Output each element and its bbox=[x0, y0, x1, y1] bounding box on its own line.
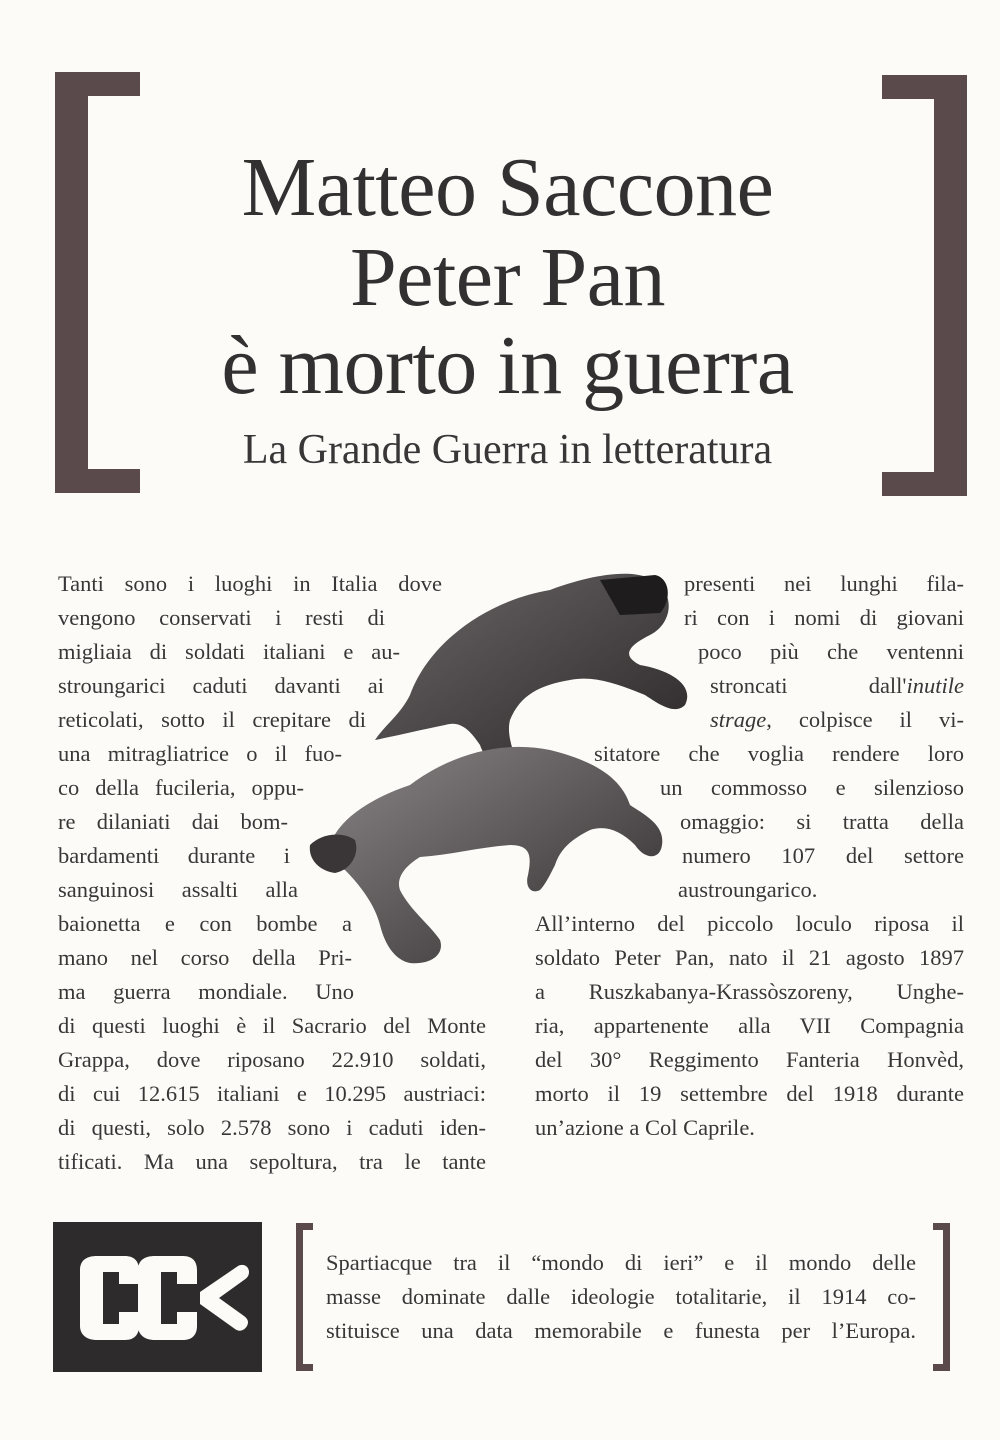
body-line-with-italic bbox=[710, 703, 964, 737]
body-line: sitatore che voglia rendere loro bbox=[594, 741, 964, 766]
body-line: baionetta e con bombe a bbox=[58, 911, 352, 936]
body-line: del 30° Reggimento Fanteria Honvèd, bbox=[535, 1047, 964, 1072]
blurb-left-bracket-top-arm bbox=[296, 1223, 313, 1230]
body-line: vengono conservati i resti di bbox=[58, 605, 385, 630]
body-line: morto il 19 settembre del 1918 durante bbox=[535, 1081, 964, 1106]
blurb-right-bracket-top-arm bbox=[933, 1223, 950, 1230]
title-block bbox=[140, 0, 875, 500]
right-bracket-top-arm bbox=[882, 75, 967, 99]
book-title-line-2: è morto in guerra bbox=[221, 319, 794, 412]
blurb-right-bracket-bar bbox=[943, 1223, 950, 1371]
body-line: reticolati, sotto il crepitare di bbox=[58, 707, 366, 732]
right-bracket-bar bbox=[934, 75, 967, 496]
body-text: , colpisce il vi- bbox=[766, 707, 964, 732]
publisher-logo-icon bbox=[53, 1222, 262, 1372]
body-line: migliaia di soldati italiani e au- bbox=[58, 639, 400, 664]
body-line: numero 107 del settore bbox=[682, 843, 964, 868]
body-line: Grappa, dove riposano 22.910 soldati, bbox=[58, 1047, 486, 1072]
body-line: stroungarici caduti davanti ai bbox=[58, 673, 384, 698]
body-line: a Ruszkabanya-Krassòszoreny, Unghe- bbox=[535, 979, 964, 1004]
blurb-line: Spartiacque tra il “mondo di ieri” e il mondo delle bbox=[326, 1250, 916, 1275]
italic-phrase: strage bbox=[710, 707, 767, 732]
book-title-line-1: Peter Pan bbox=[349, 231, 666, 324]
blurb-left-bracket-bar bbox=[296, 1223, 303, 1371]
body-line: Tanti sono i luoghi in Italia dove bbox=[58, 571, 442, 596]
body-line: ri con i nomi di giovani bbox=[684, 605, 964, 630]
publisher-logo bbox=[53, 1222, 262, 1372]
body-line: omaggio: si tratta della bbox=[680, 809, 964, 834]
body-line: soldato Peter Pan, nato il 21 agosto 1897 bbox=[535, 945, 964, 970]
body-line: co della fucileria, oppu- bbox=[58, 775, 304, 800]
left-bracket-bar bbox=[55, 72, 88, 493]
blurb-right-bracket-bottom-arm bbox=[933, 1364, 950, 1371]
body-line: sanguinosi assalti alla bbox=[58, 877, 298, 902]
body-line: bardamenti durante i bbox=[58, 843, 290, 868]
blurb-left-bracket-bottom-arm bbox=[296, 1364, 313, 1371]
blurb-line: masse dominate dalle ideologie totalitarie, il 1914 co- bbox=[326, 1284, 916, 1309]
book-subtitle: La Grande Guerra in letteratura bbox=[242, 427, 773, 473]
left-bracket-top-arm bbox=[55, 72, 140, 96]
body-line: di questi, solo 2.578 sono i caduti iden- bbox=[58, 1115, 486, 1140]
body-line: ria, appartenente alla VII Compagnia bbox=[535, 1013, 964, 1038]
body-line: di questi luoghi è il Sacrario del Monte bbox=[58, 1013, 486, 1038]
body-line: tificati. Ma una sepoltura, tra le tante bbox=[58, 1149, 486, 1174]
body-text: stroncati dall' bbox=[710, 673, 907, 698]
body-line: di cui 12.615 italiani e 10.295 austriaci: bbox=[58, 1081, 486, 1106]
body-line: re dilaniati dai bom- bbox=[58, 809, 288, 834]
body-line-with-italic bbox=[710, 669, 964, 703]
body-line: un commosso e silenzioso bbox=[660, 775, 964, 800]
author-name: Matteo Saccone bbox=[241, 141, 774, 234]
body-line: una mitragliatrice o il fuo- bbox=[58, 741, 342, 766]
body-line: mano nel corso della Pri- bbox=[58, 945, 352, 970]
left-bracket-bottom-arm bbox=[55, 469, 140, 493]
body-line: un’azione a Col Caprile. bbox=[535, 1115, 755, 1140]
body-line: poco più che ventenni bbox=[698, 639, 964, 664]
body-line: presenti nei lunghi fila- bbox=[684, 571, 964, 596]
blurb-line: stituisce una data memorabile e funesta per l’Europa. bbox=[326, 1318, 916, 1343]
body-line: ma guerra mondiale. Uno bbox=[58, 979, 354, 1004]
italic-phrase: inutile bbox=[906, 673, 964, 698]
right-bracket-bottom-arm bbox=[882, 472, 967, 496]
body-line: All’interno del piccolo loculo riposa il bbox=[535, 911, 964, 936]
body-line: austroungarico. bbox=[678, 877, 818, 902]
